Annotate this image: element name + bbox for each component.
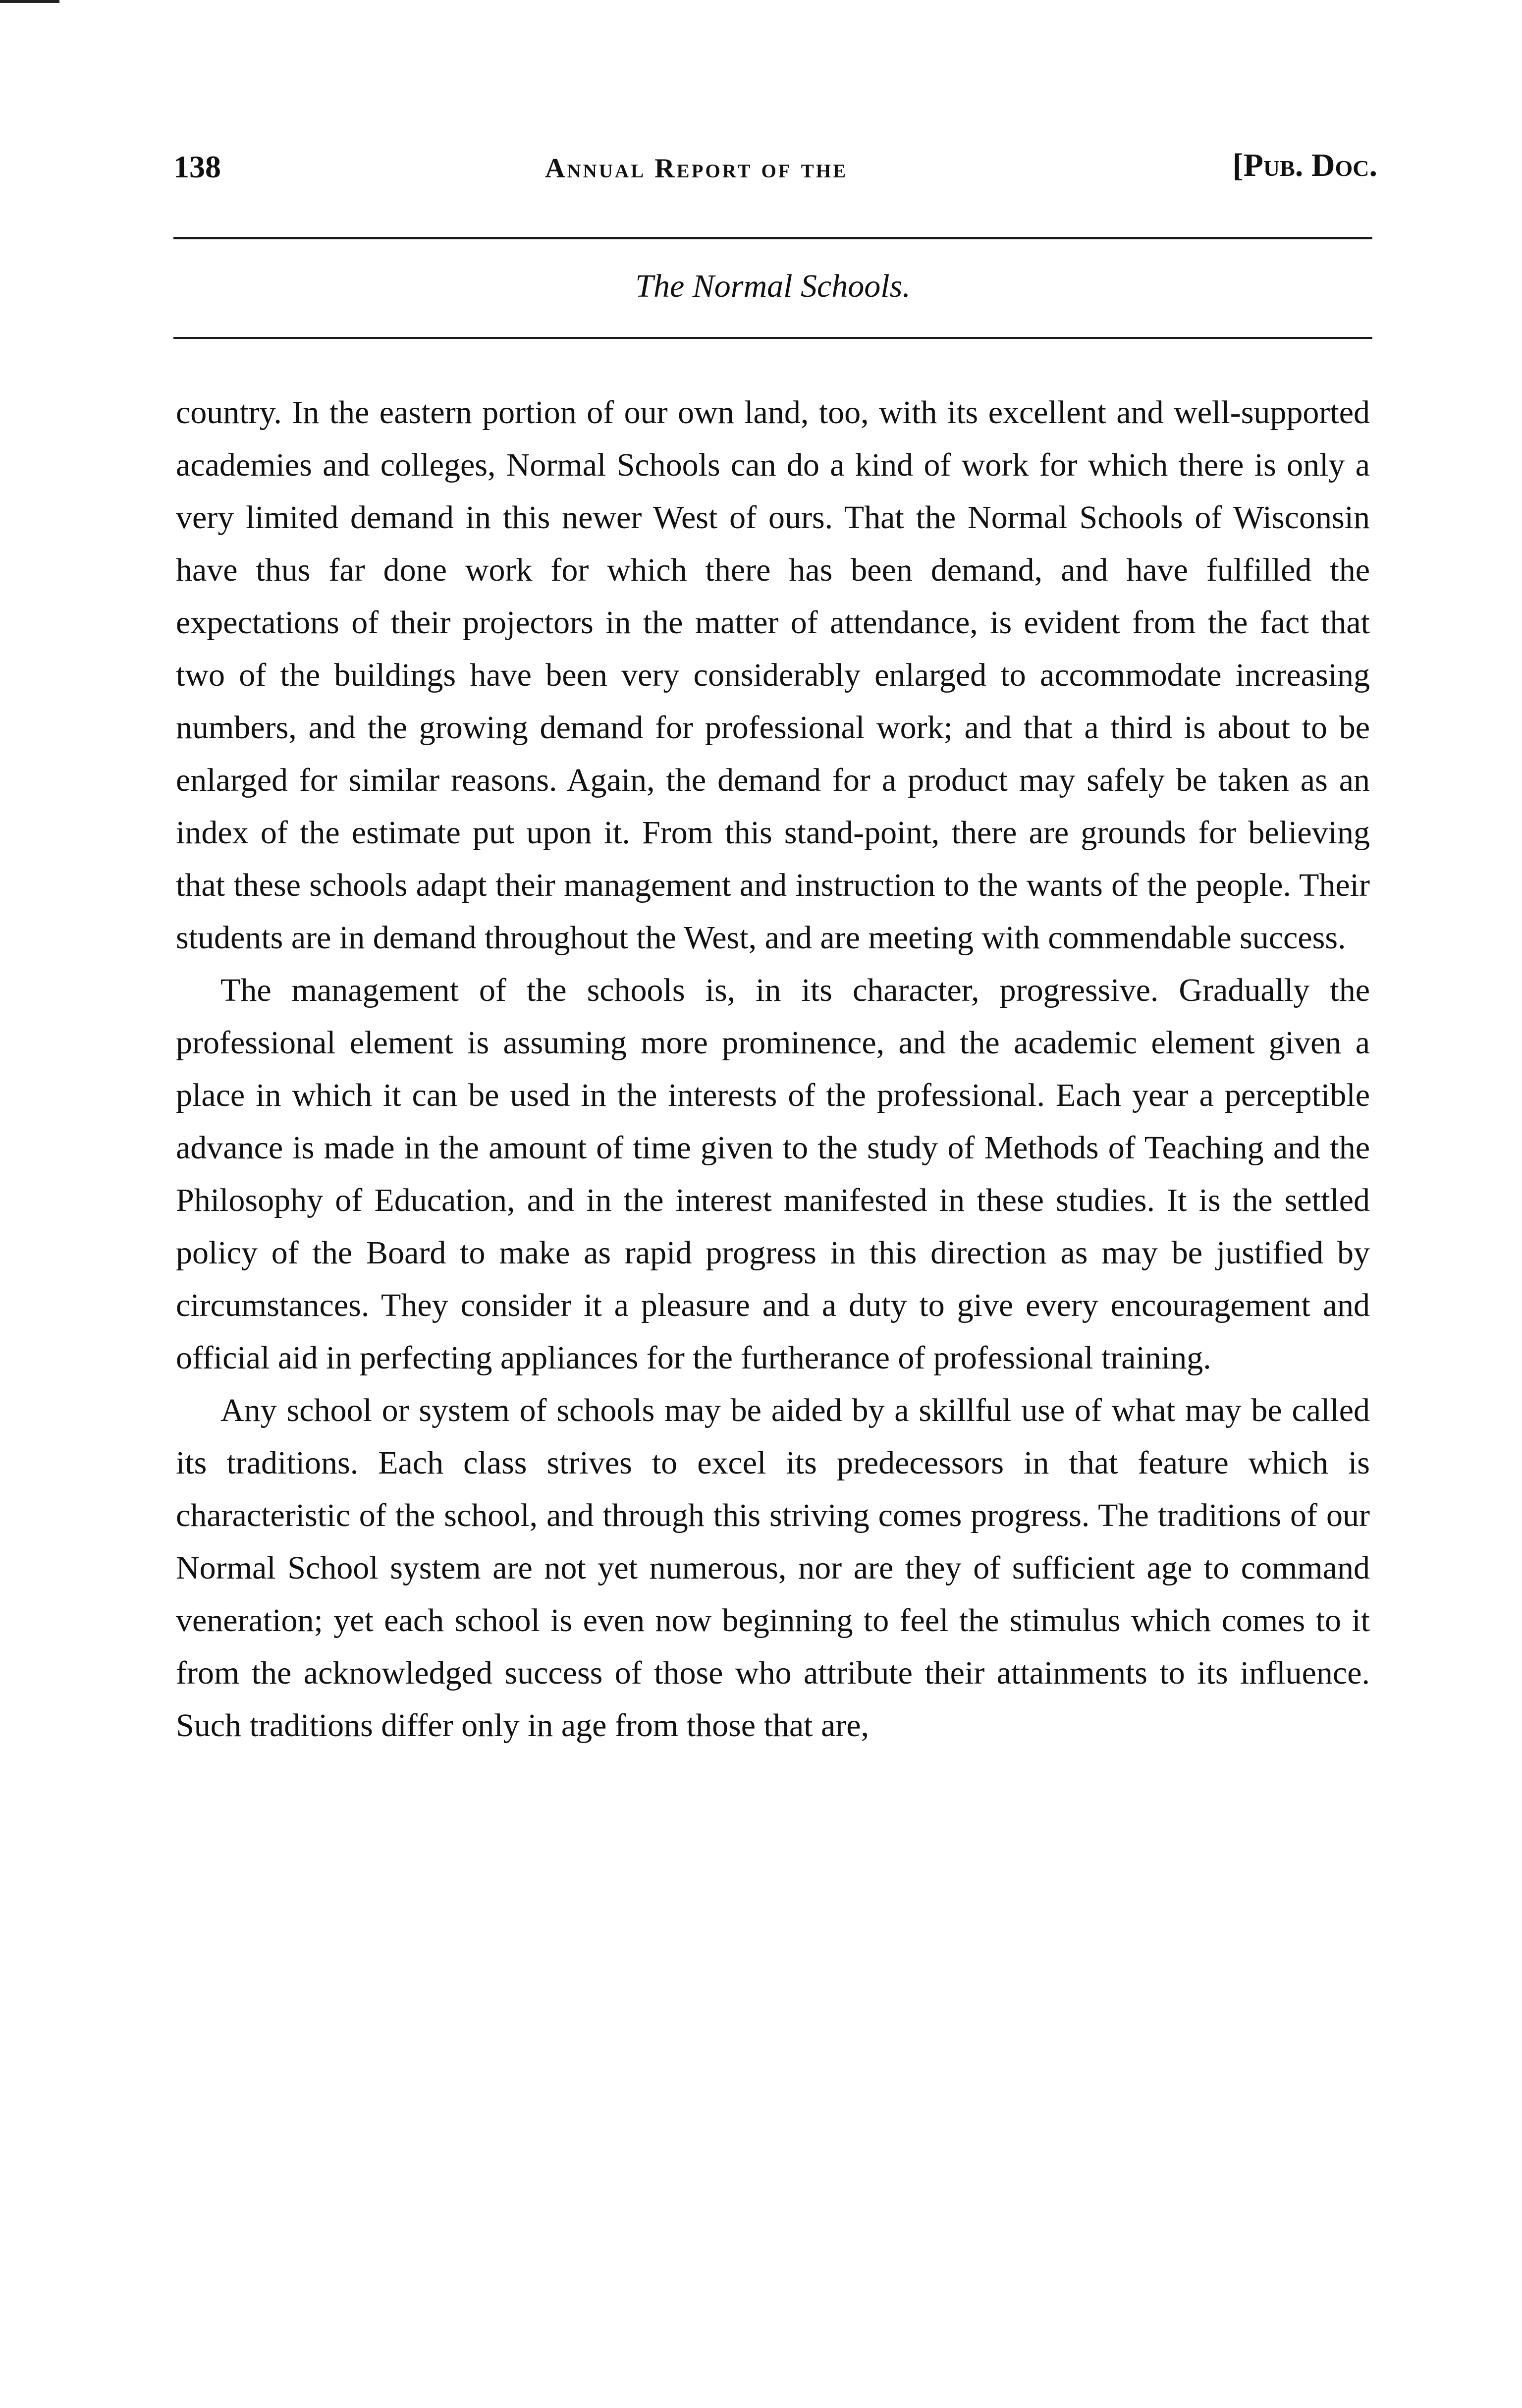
doc-label: [Pub. Doc. — [1232, 147, 1377, 183]
running-head-title: Annual Report of the — [545, 153, 848, 184]
section-title: The Normal Schools. — [635, 268, 911, 304]
body-text — [176, 386, 1370, 1752]
header-rule-bottom — [173, 337, 1372, 339]
paragraph-3: Any school or system of schools may be aided by a skillful use of what may be called its traditions. Each class strives to excel its predecessors in that feature which is characteristic of the school, and through this striving comes progress. The traditions of our Normal School system are not yet numerous, nor are they of sufficient age to command veneration; yet each school is even now beginning to feel the stimulus which comes to it from the acknowledged success of those who attribute their attainments to its influence. Such traditions differ only in age from those that are, — [176, 1392, 1370, 1744]
page-number: 138 — [173, 149, 221, 184]
scan-edge-mark — [0, 0, 59, 3]
paragraph-2: The management of the schools is, in its character, progressive. Gradually the professional element is assuming more prominence, and the academic element given a place in which it can be used in the interests of the professional. Each year a perceptible advance is made in the amount of time given to the study of Methods of Teaching and the Philosophy of Education, and in the interest manifested in these studies. It is the settled policy of the Board to make as rapid progress in this direction as may be justified by circumstances. They consider it a pleasure and a duty to give every encouragement and official aid in perfecting appliances for the furtherance of professional training. — [176, 972, 1370, 1376]
header-rule-top — [173, 237, 1372, 239]
paragraph-1: country. In the eastern portion of our own land, too, with its excellent and well-supported academies and colleges, Normal Schools can do a kind of work for which there is only a very limited demand in this newer West of ours. That the Normal Schools of Wisconsin have thus far done work for which there has been demand, and have fulfilled the expectations of their projectors in the matter of attendance, is evident from the fact that two of the buildings have been very considerably enlarged to accommodate increasing numbers, and the growing demand for professional work; and that a third is about to be enlarged for similar reasons. Again, the demand for a product may safely be taken as an index of the estimate put upon it. From this stand-point, there are grounds for believing that these schools adapt their management and instruction to the wants of the people. Their students are in demand throughout the West, and are meeting with commendable success. — [176, 394, 1370, 956]
running-head — [173, 144, 1377, 188]
